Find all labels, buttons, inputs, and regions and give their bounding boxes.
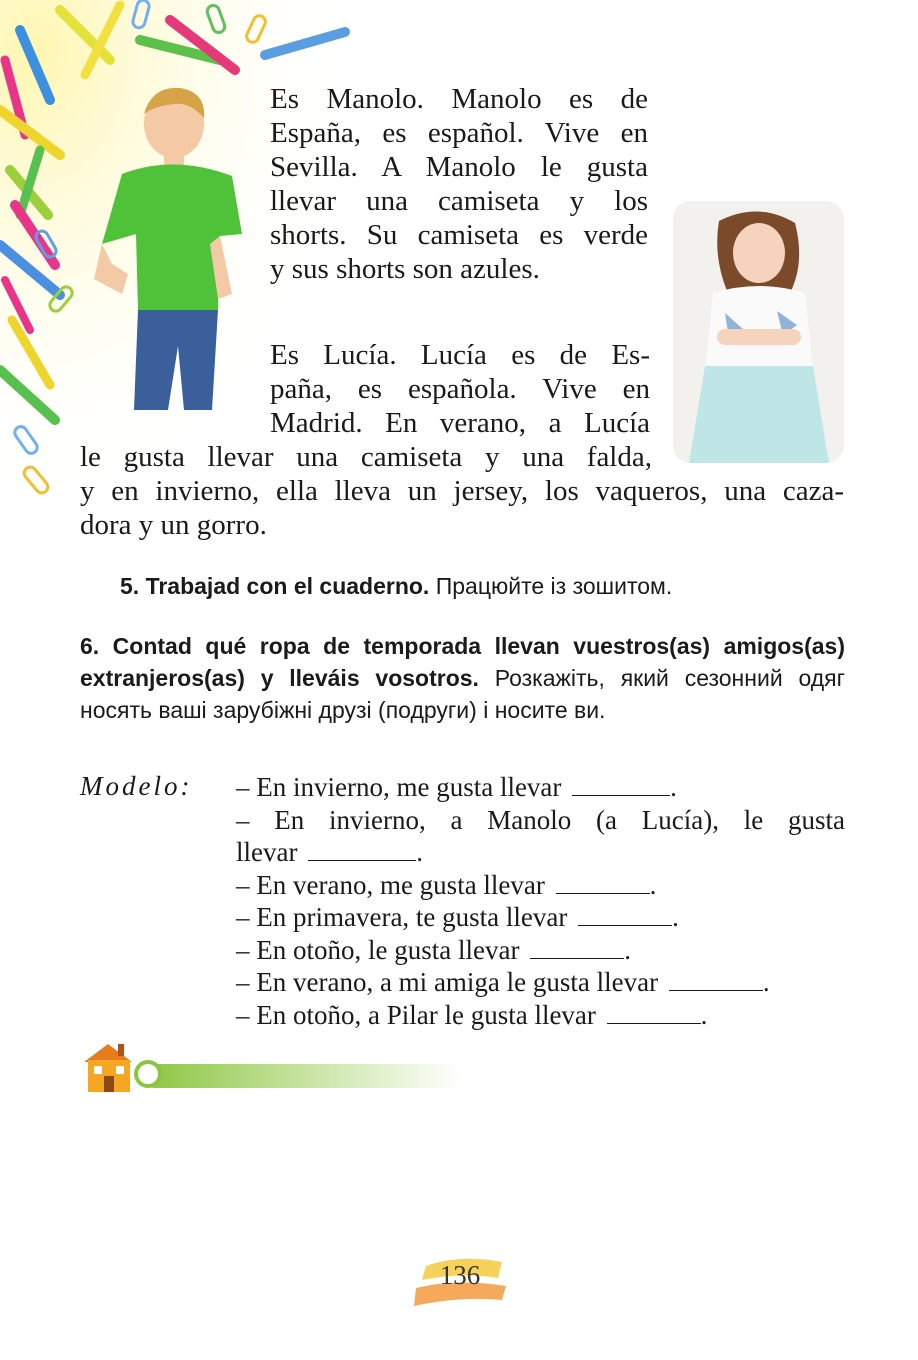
end-punct: .: [672, 902, 679, 932]
exercise-6-title: 6. Contad qué ropa de temporada llevan vuestros(as) amigos(as) extranjeros(as) y lleváis vosotros.: [80, 633, 845, 691]
modelo-line: [236, 901, 845, 934]
answer-blank[interactable]: [308, 841, 416, 861]
page-number-badge: [412, 1252, 508, 1314]
text-line: y en invierno, ella lleva un jersey, los vaqueros, una caza-: [80, 475, 844, 507]
modelo-line-text: – En otoño, a Pilar le gusta llevar: [236, 999, 596, 1030]
text-line: dora y un gorro.: [80, 509, 267, 541]
exercise-5-title: 5. Trabajad con el cuaderno.: [120, 573, 430, 599]
house-bar-icon: [82, 1040, 482, 1096]
text-line: Madrid. En verano, a Lucía: [270, 407, 650, 439]
paragraph-lucia-bottom: [80, 474, 844, 542]
exercise-5: [120, 571, 672, 601]
text-line: Sevilla. A Manolo le gusta: [270, 151, 648, 183]
exercise-5-translation: Працюйте із зошитом.: [435, 573, 673, 599]
modelo-lines: [236, 771, 845, 1031]
modelo-line-text: – En invierno, me gusta llevar: [236, 772, 562, 802]
text-line: llevar una camiseta y los: [270, 185, 648, 217]
girl-photo: [673, 201, 844, 463]
end-punct: .: [649, 869, 657, 900]
exercise-6-translation: Розкажіть, який сезонний одяг носять ваші зарубіжні друзі (подруги) і носите ви.: [80, 665, 846, 723]
end-punct: .: [762, 967, 770, 997]
modelo-line-text: – En verano, me gusta llevar: [236, 869, 545, 900]
answer-blank[interactable]: [607, 1004, 701, 1024]
exercise-6: [80, 630, 845, 726]
end-punct: .: [700, 999, 708, 1030]
paragraph-lucia-top: [270, 338, 650, 440]
boy-photo: [82, 84, 250, 410]
modelo-line-text: – En primavera, te gusta llevar: [236, 902, 568, 932]
modelo-line: [236, 966, 845, 999]
answer-blank[interactable]: [556, 874, 650, 894]
text-line: paña, es española. Vive en: [270, 373, 650, 405]
end-punct: .: [416, 837, 423, 867]
modelo-line-text: – En verano, a mi amiga le gusta llevar: [236, 967, 659, 997]
answer-blank[interactable]: [572, 776, 670, 796]
paragraph-lucia-mid: le gusta llevar una camiseta y una falda,: [80, 441, 652, 473]
text-line: Es Lucía. Lucía es de Es-: [270, 339, 650, 371]
end-punct: .: [624, 934, 631, 965]
modelo-line-text: – En otoño, le gusta llevar: [236, 934, 520, 965]
modelo-line: [236, 869, 845, 902]
text-line: shorts. Su camiseta es verde: [270, 219, 648, 251]
text-line: España, es español. Vive en: [270, 117, 648, 149]
modelo-line: [236, 999, 845, 1032]
answer-blank[interactable]: [669, 971, 763, 991]
paragraph-manolo: [270, 82, 648, 286]
modelo-line: [236, 836, 845, 869]
end-punct: .: [670, 772, 677, 802]
modelo-label: Modelo:: [80, 771, 193, 801]
text-line: Es Manolo. Manolo es de: [270, 83, 648, 115]
page-number: 136: [439, 1260, 481, 1290]
modelo-line: [236, 771, 845, 804]
text-line: y sus shorts son azules.: [270, 253, 540, 285]
modelo-line: [236, 934, 845, 967]
answer-blank[interactable]: [530, 939, 624, 959]
modelo-line-text: llevar: [236, 837, 298, 867]
modelo-line: – En invierno, a Manolo (a Lucía), le gusta: [236, 804, 845, 835]
answer-blank[interactable]: [578, 906, 672, 926]
